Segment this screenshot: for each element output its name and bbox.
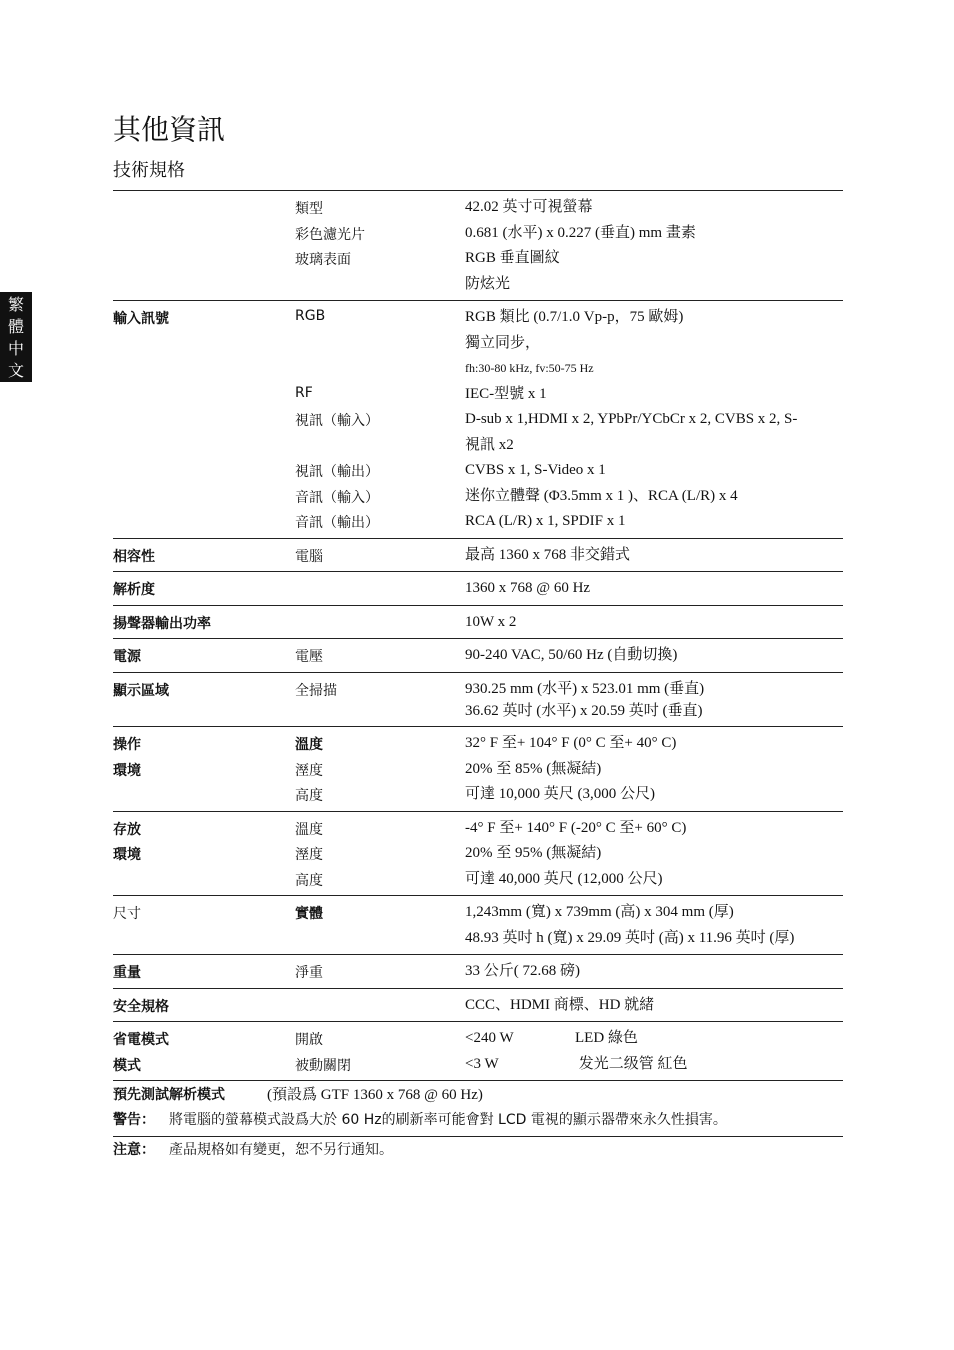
- side-tab-char: 文: [7, 361, 24, 380]
- spec-category: [113, 355, 295, 359]
- spec-row: [113, 992, 843, 1018]
- warning-text: 將電腦的螢幕模式設爲大於 60 Hz的刷新率可能會對 LCD 電視的顯示器帶來永久性損害。: [169, 1112, 727, 1128]
- spec-category: [113, 406, 295, 410]
- spec-category: 解析度: [113, 582, 155, 598]
- language-side-tab: [0, 292, 32, 382]
- spec-category: 省電模式: [113, 1032, 169, 1048]
- spec-value: 36.62 英吋 (水平) x 20.59 英吋 (垂直): [465, 703, 703, 719]
- spec-table: [113, 190, 843, 1081]
- spec-section: [113, 1021, 843, 1080]
- spec-value: 1,243mm (寬) x 739mm (高) x 304 mm (厚): [465, 904, 734, 920]
- spec-item: 類型: [295, 201, 323, 217]
- spec-item: [295, 609, 465, 613]
- spec-item: 電壓: [295, 649, 323, 665]
- spec-row: [113, 958, 843, 984]
- spec-row: [113, 355, 843, 381]
- spec-category: 環境: [113, 762, 141, 779]
- spec-item: 溫度: [295, 737, 323, 753]
- spec-value: 迷你立體聲 (Φ3.5mm x 1 )、RCA (L/R) x 4: [465, 487, 738, 504]
- spec-row: [113, 730, 843, 756]
- spec-value: [465, 1051, 843, 1075]
- spec-section: [113, 571, 843, 605]
- spec-value: 0.681 (水平) x 0.227 (垂直) mm 畫素: [465, 224, 696, 241]
- spec-item: 被動關閉: [295, 1057, 351, 1074]
- spec-item: [295, 271, 465, 275]
- spec-category: 尺寸: [113, 906, 141, 922]
- spec-category: [113, 220, 295, 224]
- section-title: 技術規格: [113, 160, 185, 181]
- side-tab-char: 體: [7, 317, 24, 336]
- preset-label: 預先測試解析模式: [113, 1087, 225, 1103]
- spec-row: [113, 245, 843, 271]
- spec-row: [113, 220, 843, 246]
- spec-item: [295, 575, 465, 579]
- note-label: 注意：: [113, 1142, 155, 1158]
- spec-value: 20% 至 95% (無凝結): [465, 845, 602, 861]
- spec-item: RF: [295, 384, 313, 401]
- spec-item: [295, 432, 465, 436]
- spec-item: 開啟: [295, 1032, 323, 1048]
- spec-item: 高度: [295, 788, 323, 804]
- spec-row: [113, 866, 843, 892]
- spec-category: 存放: [113, 821, 141, 838]
- spec-category: [113, 508, 295, 512]
- power-value: <3 W: [465, 1055, 499, 1072]
- spec-category: [113, 925, 295, 929]
- spec-item: [295, 330, 465, 334]
- power-indicator: LED 綠色: [575, 1030, 638, 1046]
- spec-item: 電腦: [295, 548, 323, 565]
- spec-item: 彩色濾光片: [295, 226, 365, 243]
- spec-value: IEC-型號 x 1: [465, 385, 547, 402]
- note-text: 產品規格如有變更，恕不另行通知。: [169, 1142, 393, 1158]
- spec-row: [113, 432, 843, 458]
- spec-category: [113, 381, 295, 385]
- spec-item: 玻璃表面: [295, 252, 351, 268]
- spec-category: 揚聲器輸出功率: [113, 615, 211, 632]
- spec-value: RGB 垂直圖紋: [465, 250, 560, 266]
- spec-row: [113, 457, 843, 483]
- spec-item: 全掃描: [295, 682, 337, 699]
- preset-text: (預設爲 GTF 1360 x 768 @ 60 Hz): [267, 1087, 483, 1103]
- warning-label: 警告：: [113, 1112, 155, 1128]
- page-title: 其他資訊: [113, 113, 226, 146]
- spec-value: D-sub x 1,HDMI x 2, YPbPr/YCbCr x 2, CVBS x 2, S-: [465, 411, 798, 427]
- spec-category: 輸入訊號: [113, 311, 169, 327]
- note-line: [113, 1139, 843, 1166]
- spec-value: 930.25 mm (水平) x 523.01 mm (垂直): [465, 680, 705, 697]
- spec-value: 10W x 2: [465, 613, 517, 630]
- spec-row: [113, 815, 843, 841]
- spec-row: [113, 406, 843, 432]
- spec-section: [113, 190, 843, 300]
- spec-category: 環境: [113, 847, 141, 863]
- side-tab-char: 中: [7, 339, 24, 358]
- spec-row: [113, 271, 843, 297]
- spec-item: 音訊（輸入）: [295, 489, 379, 506]
- spec-row: [113, 542, 843, 568]
- spec-row: [113, 304, 843, 330]
- spec-section: [113, 605, 843, 639]
- spec-category: 安全規格: [113, 998, 169, 1015]
- preset-mode-line: [113, 1082, 843, 1109]
- spec-category: [113, 701, 295, 705]
- warning-line: [113, 1109, 843, 1136]
- spec-row: [113, 1051, 843, 1077]
- spec-item: [295, 992, 465, 996]
- spec-category: [113, 432, 295, 436]
- spec-row: [113, 575, 843, 601]
- spec-row: [113, 781, 843, 807]
- spec-value: CCC、HDMI 商標、HD 就緒: [465, 996, 655, 1013]
- spec-value: [465, 1025, 843, 1049]
- spec-item: [295, 701, 465, 705]
- spec-item: 溼度: [295, 762, 323, 779]
- spec-value: 可達 10,000 英尺 (3,000 公尺): [465, 786, 655, 802]
- spec-section: [113, 895, 843, 954]
- spec-row: [113, 381, 843, 407]
- spec-row: [113, 642, 843, 668]
- spec-row: [113, 1025, 843, 1051]
- spec-row: [113, 609, 843, 635]
- spec-category: [113, 271, 295, 275]
- spec-row: [113, 508, 843, 534]
- spec-value: 防炫光: [465, 275, 511, 292]
- spec-item: 溼度: [295, 847, 323, 863]
- spec-value: 獨立同步，: [465, 334, 541, 351]
- spec-item: 淨重: [295, 965, 323, 981]
- spec-section: [113, 726, 843, 811]
- spec-item: 溫度: [295, 821, 323, 838]
- spec-category: 相容性: [113, 548, 155, 565]
- spec-row: [113, 925, 843, 951]
- spec-value: RCA (L/R) x 1, SPDIF x 1: [465, 513, 626, 529]
- spec-value: fh:30-80 kHz, fv:50-75 Hz: [465, 361, 594, 375]
- spec-item: RGB: [295, 308, 326, 324]
- spec-value: 32° F 至+ 104° F (0° C 至+ 40° C): [465, 735, 677, 751]
- spec-category: 操作: [113, 737, 141, 753]
- spec-category: 重量: [113, 965, 141, 981]
- spec-category: [113, 457, 295, 461]
- spec-value: 20% 至 85% (無凝結): [465, 760, 602, 777]
- spec-value: -4° F 至+ 140° F (-20° C 至+ 60° C): [465, 819, 687, 836]
- spec-section: [113, 672, 843, 727]
- side-tab-char: 繁: [7, 295, 24, 314]
- spec-value: 42.02 英寸可視螢幕: [465, 199, 593, 215]
- notes-area: [113, 1082, 843, 1166]
- spec-value: 90-240 VAC, 50/60 Hz (自動切換): [465, 647, 678, 663]
- spec-item: [295, 355, 465, 359]
- spec-section: [113, 538, 843, 572]
- spec-row: [113, 899, 843, 925]
- spec-value: 48.93 英吋 h (寬) x 29.09 英吋 (高) x 11.96 英吋 (厚): [465, 929, 795, 946]
- spec-category: 模式: [113, 1057, 141, 1074]
- spec-category: [113, 330, 295, 334]
- spec-category: [113, 781, 295, 785]
- spec-value: 33 公斤( 72.68 磅): [465, 963, 580, 979]
- spec-value: 視訊 x2: [465, 436, 514, 453]
- spec-item: 音訊（輸出）: [295, 515, 379, 531]
- spec-item: 視訊（輸出）: [295, 464, 379, 480]
- spec-row: [113, 676, 843, 702]
- power-value: <240 W: [465, 1030, 514, 1046]
- spec-value: CVBS x 1, S-Video x 1: [465, 462, 606, 478]
- spec-section: [113, 638, 843, 672]
- spec-value: 最高 1360 x 768 非交錯式: [465, 546, 631, 563]
- spec-section: [113, 988, 843, 1022]
- spec-row: [113, 330, 843, 356]
- spec-row: [113, 701, 843, 722]
- spec-item: 視訊（輸入）: [295, 413, 379, 429]
- spec-category: [113, 866, 295, 870]
- spec-section: [113, 811, 843, 896]
- spec-item: 實體: [295, 906, 323, 922]
- spec-value: 1360 x 768 @ 60 Hz: [465, 580, 591, 596]
- spec-category: 電源: [113, 649, 141, 665]
- spec-item: 高度: [295, 872, 323, 889]
- power-indicator: 发光二级管 紅色: [575, 1055, 688, 1072]
- spec-item: [295, 925, 465, 929]
- spec-section: [113, 954, 843, 988]
- spec-value: RGB 類比 (0.7/1.0 Vp-p，75 歐姆): [465, 309, 684, 325]
- spec-category: [113, 483, 295, 487]
- spec-section: [113, 300, 843, 538]
- spec-row: [113, 756, 843, 782]
- spec-value: 可達 40,000 英尺 (12,000 公尺): [465, 870, 663, 887]
- spec-row: [113, 483, 843, 509]
- spec-row: [113, 840, 843, 866]
- spec-category: [113, 245, 295, 249]
- spec-row: [113, 194, 843, 220]
- spec-category: [113, 194, 295, 198]
- spec-category: 顯示區域: [113, 682, 169, 699]
